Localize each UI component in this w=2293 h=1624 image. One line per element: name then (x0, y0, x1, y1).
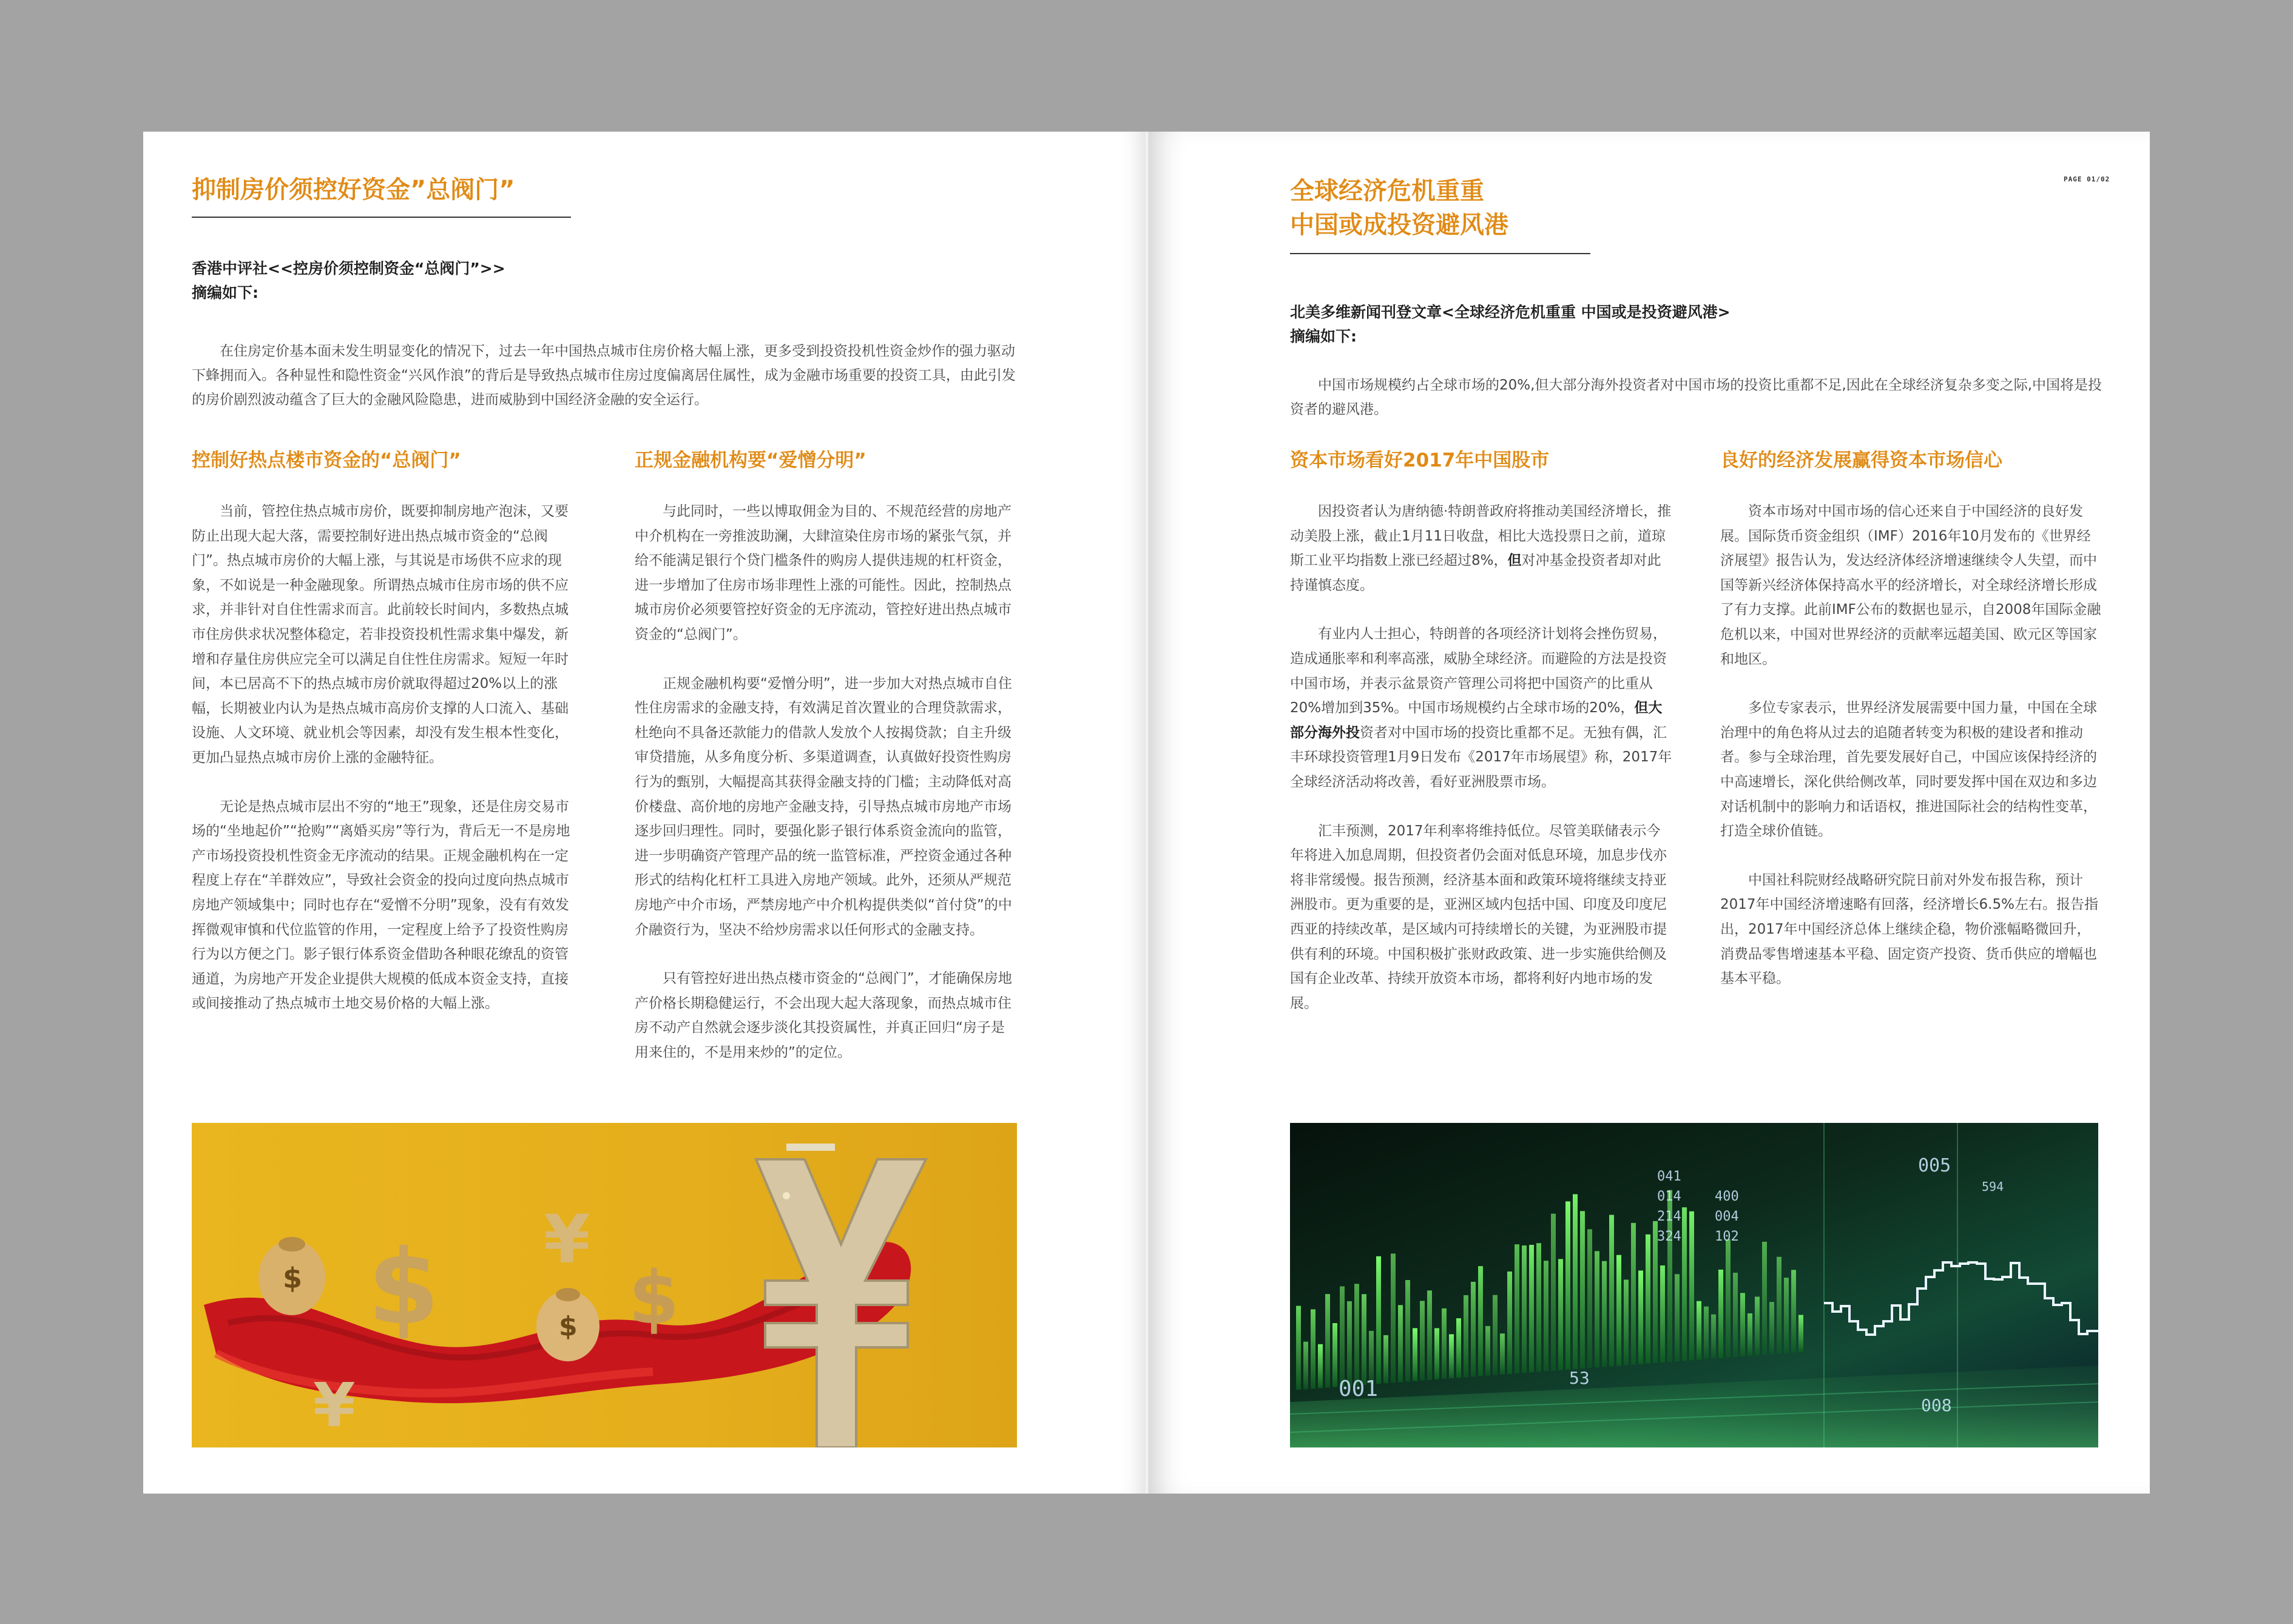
right-column-1 (1290, 447, 1672, 1040)
volume-bar (1762, 1242, 1767, 1355)
paragraph: 无论是热点城市层出不穷的“地王”现象，还是住房交易市场的“坐地起价”“抢购”“离婚买房”等行为，背后无一不是房地产市场投资投机性资金无序流动的结果。正规金融机构在一定程度上存在“羊群效应”，导致社会资金的投向过度向热点城市房地产领域集中；同时也存在“爱憎不分明”现象，没有有效发挥微观审慎和代位监管的作用，一定程度上给予了投资性购房行为以方便之门。影子银行体系资金借助各种眼花缭乱的资管通道，为房地产开发企业提供大规模的低成本资金支持，直接或间接推动了热点城市土地交易价格的大幅上涨。 (192, 798, 570, 1012)
volume-bar (1784, 1278, 1789, 1353)
section-heading: 资本市场看好2017年中国股市 (1290, 450, 1550, 471)
volume-bar (1376, 1256, 1381, 1384)
volume-bar (1325, 1294, 1330, 1387)
volume-bar (1711, 1315, 1716, 1359)
volume-bar (1303, 1342, 1308, 1389)
gold-dollar-symbol: $ (368, 1228, 440, 1348)
volume-bar (1791, 1270, 1796, 1352)
excerpt-label: 摘编如下: (192, 284, 258, 302)
ticker-number: 102 (1715, 1229, 1739, 1244)
money-illustration (192, 1123, 1017, 1447)
section-heading: 良好的经济发展赢得资本市场信心 (1720, 450, 2002, 471)
ticker-number: 001 (1339, 1376, 1379, 1401)
volume-bar (1558, 1259, 1563, 1370)
volume-bar (1493, 1295, 1498, 1375)
volume-bar (1580, 1211, 1585, 1369)
volume-bar (1609, 1215, 1614, 1367)
volume-bar (1442, 1309, 1447, 1379)
volume-bar (1704, 1307, 1709, 1360)
volume-bar (1675, 1274, 1680, 1361)
volume-bar (1544, 1261, 1548, 1371)
volume-bar (1769, 1302, 1774, 1354)
volume-bar (1420, 1301, 1425, 1380)
volume-bar (1595, 1251, 1599, 1367)
volume-bar (1485, 1326, 1490, 1376)
volume-bar (1777, 1257, 1781, 1354)
volume-bar (1456, 1318, 1461, 1378)
volume-bar (1587, 1229, 1592, 1368)
volume-bar (1631, 1223, 1636, 1365)
volume-bar (1798, 1315, 1803, 1352)
volume-bar (1660, 1265, 1665, 1363)
volume-bar (1646, 1235, 1650, 1364)
volume-bar (1383, 1335, 1388, 1383)
right-column-2 (1720, 447, 2102, 1016)
ticker-number: 214 (1657, 1209, 1681, 1224)
ticker-number: 008 (1921, 1395, 1952, 1415)
volume-bar (1413, 1328, 1417, 1381)
ticker-number: 324 (1657, 1229, 1681, 1244)
paragraph: 因投资者认为唐纳德·特朗普政府将推动美国经济增长，推动美股上涨，截止1月11日收盘，相比大选投票日之前，道琼斯工业平均指数上涨已经超过8%，但对冲基金投资者却对此持谨慎态度。 (1290, 504, 1672, 593)
volume-bar (1296, 1306, 1301, 1390)
source-block (1290, 300, 1897, 349)
stock-market-image (1290, 1123, 2098, 1447)
money-banner-image (192, 1123, 1017, 1447)
ticker-number: 400 (1715, 1189, 1739, 1204)
money-bag-1 (258, 1237, 325, 1315)
paragraph: 中国社科院财经战略研究院日前对外发布报告称，预计2017年中国经济增速略有回落，经济增长6.5%左右。报告指出，2017年中国经济总体上继续企稳，物价涨幅略微回升，消费品零售增速基本平稳、固定资产投资、货币供应的增幅也基本平稳。 (1720, 872, 2098, 987)
volume-bar (1332, 1323, 1337, 1387)
volume-bar (1507, 1272, 1512, 1374)
volume-bar (1449, 1334, 1454, 1378)
price-line (1824, 1262, 2098, 1335)
volume-bar (1740, 1293, 1745, 1356)
title-line: 全球经济危机重重 (1290, 177, 1484, 205)
volume-bar (1565, 1201, 1570, 1369)
title-rule (1290, 253, 1590, 254)
volume-bar (1748, 1313, 1752, 1356)
ticker-number: 005 (1918, 1155, 1951, 1176)
intro-paragraph: 中国市场规模约占全球市场的20%,但大部分海外投资者对中国市场的投资比重都不足,因此在全球经济复杂多变之际,中国将是投资者的避风港。 (1290, 377, 2102, 417)
volume-bar (1500, 1333, 1505, 1375)
volume-bar (1398, 1305, 1403, 1382)
ticker-number: 594 (1982, 1179, 2004, 1194)
volume-bar (1733, 1273, 1738, 1357)
volume-bar (1624, 1279, 1629, 1365)
paragraph: 汇丰预测，2017年利率将维持低位。尽管美联储表示今年将进入加息周期，但投资者仍会面对低息环境，加息步伐亦将非常缓慢。报告预测，经济基本面和政策环境将继续支持亚洲股市。更为重要的是，亚洲区域内包括中国、印度及印度尼西亚的持续改革，是区域内可持续增长的关键，为亚洲股市提供有利的环境。中国积极扩张财政政策、进一步实施供给侧及国有企业改革、持续开放资本市场，都将利好内地市场的发展。 (1290, 823, 1667, 1011)
ticker-number: 041 (1657, 1169, 1681, 1184)
paragraph: 正规金融机构要“爱憎分明”，进一步加大对热点城市自住性住房需求的金融支持，有效满足首次置业的合理贷款需求，杜绝向不具备还款能力的借款人发放个人按揭贷款；自主升级审贷措施，从多角度分析、多渠道调查，认真做好投资性购房行为的甄别，大幅提高其获得金融支持的门槛；主动降低对高价楼盘、高价地的房地产金融支持，引导热点城市房地产市场逐步回归理性。同时，要强化影子银行体系资金流向的监管，进一步明确资产管理产品的统一监管标准，严控资金通过各种形式的结构化杠杆工具进入房地产领域。此外，还须从严规范房地产中介市场，严禁房地产中介机构提供类似“首付贷”的中介融资行为，坚决不给炒房需求以任何形式的金融支持。 (635, 675, 1012, 938)
volume-bar (1602, 1261, 1607, 1367)
title-line: 中国或成投资避风港 (1290, 211, 1508, 239)
svg-text:$: $ (283, 1262, 303, 1295)
paragraph: 多位专家表示，世界经济发展需要中国力量，中国在全球治理中的角色将从过去的追随者转变为积极的建设者和推动者。参与全球治理，首先要发展好自己，中国应该保持经济的中高速增长，深化供给侧改革，同时要发挥中国在双边和多边对话机制中的影响力和话语权，推进国际社会的结构性变革，打造全球价值链。 (1720, 700, 2097, 840)
gold-yen-symbol-bottom: ¥ (313, 1370, 356, 1441)
volume-bar (1471, 1282, 1476, 1376)
paragraph: 资本市场对中国市场的信心还来自于中国经济的良好发展。国际货币资金组织（IMF）2016年10月发布的《世界经济展望》报告认为，发达经济体经济增速继续令人失望，而中国等新兴经济体保持高水平的经济增长，对全球经济增长形成了有力支撑。此前IMF公布的数据也显示，自2008年国际金融危机以来，中国对世界经济的贡献率远超美国、欧元区等国家和地区。 (1720, 504, 2101, 667)
ticker-number: 004 (1715, 1209, 1739, 1224)
volume-bar (1405, 1280, 1410, 1381)
volume-bar (1682, 1207, 1687, 1361)
volume-bar (1697, 1301, 1701, 1360)
svg-text:$: $ (559, 1311, 578, 1342)
source-block (192, 257, 616, 305)
excerpt-label: 摘编如下: (1290, 328, 1357, 345)
paragraph: 有业内人士担心，特朗普的各项经济计划将会挫伤贸易，造成通胀率和利率高涨，威胁全球经济。而避险的方法是投资中国市场，并表示盆景资产管理公司将把中国资产的比重从20%增加到35%。中国市场规模约占全球市场的20%，但大部分海外投资者对中国市场的投资比重都不足。无独有偶，汇丰环球投资管理1月9日发布《2017年市场展望》称，2017年全球经济活动将改善，看好亚洲股票市场。 (1290, 626, 1672, 790)
volume-bar (1755, 1296, 1760, 1355)
volume-bar (1464, 1295, 1468, 1377)
stock-illustration (1290, 1123, 2098, 1447)
volume-bar (1311, 1309, 1315, 1389)
gold-yen-symbol-small: ¥ (544, 1201, 590, 1278)
ticker-number: 014 (1657, 1189, 1681, 1204)
source-line: 香港中评社<<控房价须控制资金“总阀门”>> (192, 260, 505, 277)
volume-bar (1347, 1301, 1352, 1386)
title-rule (192, 217, 571, 218)
volume-bar (1427, 1290, 1432, 1380)
paragraph: 只有管控好进出热点楼市资金的“总阀门”，才能确保房地产价格长期稳健运行，不会出现大起大落现象，而热点城市住房不动产自然就会逐步淡化其投资属性，并真正回归“房子是用来住的，不是用来炒的”的定位。 (635, 971, 1012, 1060)
volume-bar (1391, 1253, 1396, 1383)
left-page (143, 132, 1144, 1494)
volume-bar (1515, 1244, 1519, 1373)
volume-bar (1616, 1255, 1621, 1366)
intro-paragraph: 在住房定价基本面未发生明显变化的情况下，过去一年中国热点城市住房价格大幅上涨，更多受到投资投机性资金炒作的强力驱动下蜂拥而入。各种显性和隐性资金“兴风作浪”的背后是导致热点城市住房过度偏离居住属性，成为金融市场重要的投资工具，由此引发的房价剧烈波动蕴含了巨大的金融风险隐患，进而威胁到中国经济金融的安全运行。 (192, 343, 1016, 408)
right-page (1149, 132, 2150, 1494)
paragraph: 当前，管控住热点城市房价，既要抑制房地产泡沫，又要防止出现大起大落，需要控制好进出热点城市资金的“总阀门”。热点城市房价的大幅上涨，与其说是市场供不应求的现象，不如说是一种金融现象。所谓热点城市住房市场的供不应求，并非针对自住性需求而言。此前较长时间内，多数热点城市住房供求状况整体稳定，若非投资投机性需求集中爆发，新增和存量住房供应完全可以满足自住性住房需求。短短一年时间，本已居高不下的热点城市房价就取得超过20%以上的涨幅，长期被业内认为是热点城市高房价支撑的人口流入、基础设施、人文环境、就业机会等因素，却没有发生根本性变化，更加凸显热点城市房价上涨的金融特征。 (192, 504, 569, 766)
volume-bar (1522, 1245, 1527, 1373)
volume-bar (1529, 1245, 1534, 1372)
left-page-title: 抑制房价须控好资金”总阀门” (192, 176, 515, 204)
large-yen-symbol (756, 1147, 926, 1447)
volume-bar (1362, 1294, 1366, 1385)
page-number: PAGE 01/02 (2064, 175, 2110, 183)
gold-dollar-symbol-small: $ (629, 1256, 680, 1341)
volume-bar (1726, 1239, 1731, 1358)
section-heading: 控制好热点楼市资金的“总阀门” (192, 450, 461, 471)
left-column-1 (192, 447, 573, 1040)
volume-bar (1340, 1286, 1345, 1386)
volume-bar (1434, 1328, 1439, 1380)
volume-bar (1478, 1266, 1483, 1376)
volume-bar (1536, 1243, 1541, 1372)
volume-bar (1354, 1284, 1359, 1386)
right-page-title (1290, 174, 1508, 242)
money-bag-2 (536, 1288, 599, 1361)
volume-bar (1638, 1270, 1643, 1364)
ticker-number: 53 (1569, 1368, 1590, 1388)
volume-bar (1573, 1194, 1578, 1369)
volume-bar (1718, 1270, 1723, 1358)
volume-bar (1689, 1211, 1694, 1361)
volume-bar (1318, 1344, 1323, 1389)
left-column-2 (635, 447, 1017, 1089)
source-line: 北美多维新闻刊登文章<全球经济危机重重 中国或是投资避风港> (1290, 303, 1731, 321)
paragraph: 与此同时，一些以博取佣金为目的、不规范经营的房地产中介机构在一旁推波助澜，大肆渲染住房市场的紧张气氛，并给不能满足银行个贷门槛条件的购房人提供违规的杠杆资金，进一步增加了住房市场非理性上涨的可能性。因此，控制热点城市房价必须要管控好资金的无序流动，管控好进出热点城市资金的“总阀门”。 (635, 504, 1011, 642)
section-heading: 正规金融机构要“爱憎分明” (635, 450, 866, 471)
volume-bar (1551, 1214, 1556, 1371)
